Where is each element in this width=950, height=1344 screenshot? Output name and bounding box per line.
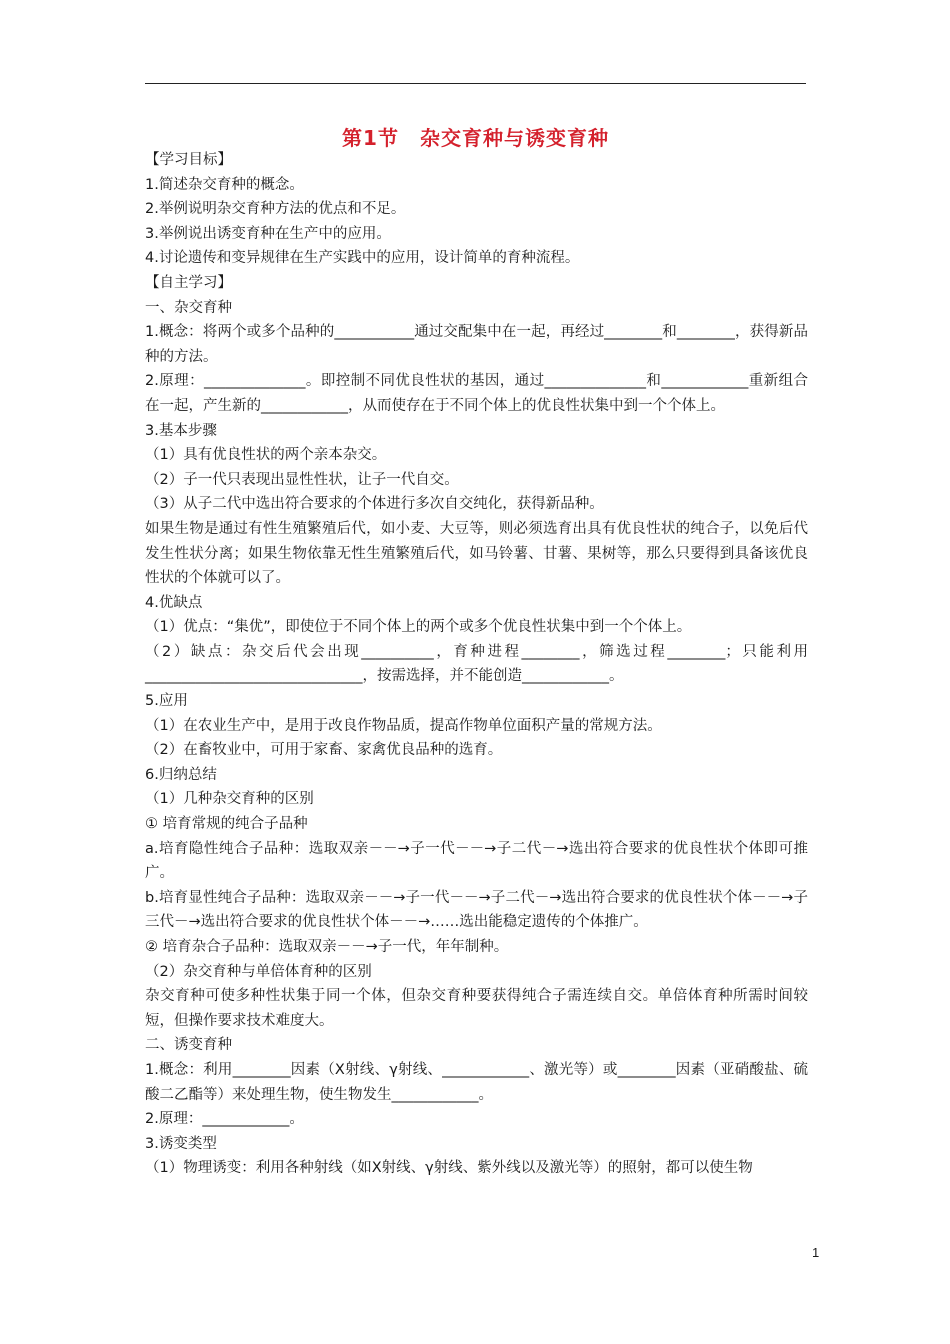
paragraph: 2.原理：____________。	[145, 1111, 304, 1128]
section-heading: 【自主学习】	[145, 274, 232, 291]
paragraph: 3.基本步骤	[145, 422, 217, 439]
objective-item: 1.简述杂交育种的概念。	[145, 176, 304, 193]
section-heading: 【学习目标】	[145, 152, 232, 168]
header-rule	[145, 83, 806, 84]
paragraph: 1.概念：将两个或多个品种的___________通过交配集中在一起，再经过________和________，获得新品种的方法。	[145, 324, 808, 365]
paragraph: 1.概念：利用________因素（X射线、γ射线、____________、激光等）或________因素（亚硝酸盐、硫酸二乙酯等）来处理生物，使生物发生____________。	[145, 1061, 808, 1103]
paragraph: b.培育显性纯合子品种：选取双亲－－→子一代－－→子二代－→选出符合要求的优良性状个体－－→子三代－→选出符合要求的优良性状个体－－→……选出能稳定遗传的个体推广。	[145, 889, 808, 931]
paragraph: （1）几种杂交育种的区别	[145, 791, 314, 808]
paragraph: 6.归纳总结	[145, 766, 217, 783]
page-title: 第1节 杂交育种与诱变育种	[342, 126, 609, 150]
paragraph: （2）杂交育种与单倍体育种的区别	[145, 963, 372, 980]
paragraph: （1）物理诱变：利用各种射线（如X射线、γ射线、紫外线以及激光等）的照射，都可以使生物	[145, 1160, 753, 1177]
paragraph: （2）在畜牧业中，可用于家畜、家禽优良品种的选育。	[145, 742, 503, 759]
subsection-heading: 二、诱变育种	[145, 1037, 232, 1054]
paragraph: 2.原理：______________。即控制不同优良性状的基因，通过______________和____________重新组合在一起，产生新的____________，从而使存在于不同个体上的优良性状集中到一个个体上。	[145, 373, 808, 414]
subsection-heading: 一、杂交育种	[145, 299, 232, 316]
paragraph: （2）缺点：杂交后代会出现__________，育种进程________，筛选过程________；只能利用______________________________，按需选择，并不能创造____________。	[145, 643, 808, 685]
paragraph: ① 培育常规的纯合子品种	[145, 816, 308, 833]
paragraph: 如果生物是通过有性生殖繁殖后代，如小麦、大豆等，则必须选育出具有优良性状的纯合子，以免后代发生性状分离；如果生物依靠无性生殖繁殖后代，如马铃薯、甘薯、果树等，那么只要得到具备该优良性状的个体就可以了。	[145, 520, 808, 587]
objective-item: 3.举例说出诱变育种在生产中的应用。	[145, 225, 391, 242]
paragraph: （1）在农业生产中，是用于改良作物品质，提高作物单位面积产量的常规方法。	[145, 717, 662, 734]
paragraph: （3）从子二代中选出符合要求的个体进行多次自交纯化，获得新品种。	[145, 496, 604, 513]
paragraph: 5.应用	[145, 693, 188, 710]
page-number: 1	[812, 1245, 820, 1260]
paragraph: 3.诱变类型	[145, 1135, 217, 1152]
paragraph: （2）子一代只表现出显性性状，让子一代自交。	[145, 471, 459, 488]
paragraph: a.培育隐性纯合子品种：选取双亲－－→子一代－－→子二代－→选出符合要求的优良性状个体即可推广。	[145, 840, 808, 882]
objective-item: 4.讨论遗传和变异规律在生产实践中的应用，设计简单的育种流程。	[145, 250, 580, 267]
paragraph: （1）优点：“集优”，即使位于不同个体上的两个或多个优良性状集中到一个个体上。	[145, 619, 692, 636]
paragraph: （1）具有优良性状的两个亲本杂交。	[145, 447, 387, 464]
paragraph: ② 培育杂合子品种：选取双亲－－→子一代，年年制种。	[145, 939, 509, 955]
paragraph: 杂交育种可使多种性状集于同一个体，但杂交育种要获得纯合子需连续自交。单倍体育种所需时间较短，但操作要求技术难度大。	[145, 988, 808, 1029]
document-body	[145, 148, 808, 1181]
objective-item: 2.举例说明杂交育种方法的优点和不足。	[145, 201, 406, 218]
paragraph: 4.优缺点	[145, 594, 203, 611]
